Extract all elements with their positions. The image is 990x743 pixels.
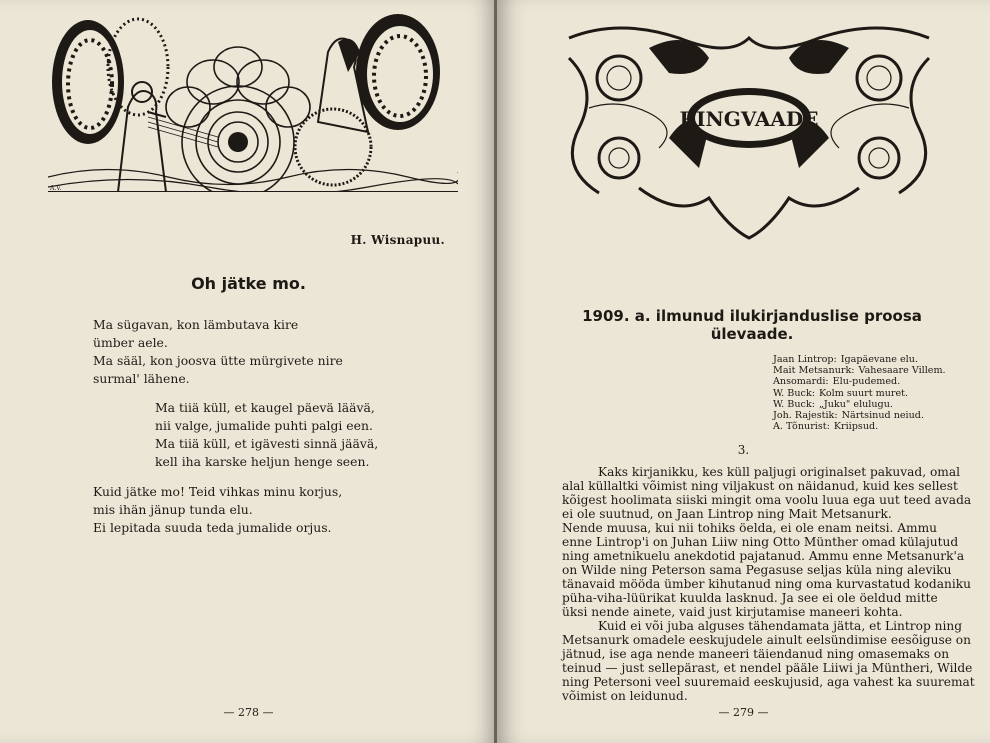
- poem-line: ümber aele.: [93, 335, 168, 350]
- bib-work: Kolm suurt muret.: [818, 387, 909, 399]
- bib-work: Kriipsud.: [833, 421, 879, 433]
- bib-work: Närtsinud neiud.: [841, 410, 924, 422]
- body-line: Nende muusa, kui nii tohiks öelda, ei ole enam neitsi. Ammu: [562, 521, 938, 535]
- poem-stanza-1: [93, 316, 343, 388]
- poem-line: kell iha karske heljun henge seen.: [155, 454, 370, 469]
- bib-author: Ansomardi:: [773, 376, 829, 388]
- bib-work: Vahesaare Villem.: [858, 365, 946, 377]
- bib-author: Jaan Lintrop:: [773, 354, 837, 365]
- poem-line: nii valge, jumalide puhti palgi een.: [155, 418, 373, 433]
- essay-title: [557, 307, 947, 343]
- right-page: [497, 0, 990, 743]
- body-line: püha-viha-lüürikat kuulda lasknud. Ja see ei ole öeldud mitte: [562, 591, 938, 605]
- poem-line: Kuid jätke mo! Teid vihkas minu korjus,: [93, 484, 343, 499]
- poem-title: Oh jätke mo.: [191, 274, 306, 293]
- banner-title: RINGVAADE: [679, 107, 819, 131]
- essay-title-line: ülevaade.: [710, 325, 794, 343]
- bib-author: Mait Metsanurk:: [773, 365, 855, 377]
- body-line: alal küllaltki võimist ning viljakust on näidanud, kuid kes sellest: [562, 479, 958, 493]
- bib-work: Igapäevane elu.: [840, 354, 918, 365]
- reviewed-works-list: [773, 354, 946, 432]
- essay-body: [562, 465, 975, 703]
- page-number-right: — 279 —: [718, 706, 769, 719]
- bib-work: Elu-pudemed.: [832, 376, 901, 388]
- bib-entry: [773, 410, 946, 421]
- bib-entry: [773, 388, 946, 399]
- poem-illustration: [48, 12, 458, 192]
- illustrator-initials: A.V.: [50, 185, 62, 192]
- poem-line: Ma tiiä küll, et kaugel päevä läävä,: [155, 400, 375, 415]
- section-number: 3.: [737, 443, 750, 457]
- bib-author: W. Buck:: [773, 398, 815, 410]
- body-line: ei ole suutnud, on Jaan Lintrop ning Mait Metsanurk.: [562, 507, 892, 521]
- poem-line: Ei lepitada suuda teda jumalide orjus.: [93, 520, 332, 535]
- poem-line: Ma tiiä küll, et igävesti sinnä jäävä,: [155, 436, 379, 451]
- poem-line: Ma sääl, kon joosva ütte mürgivete nire: [93, 353, 343, 368]
- body-line: on Wilde ning Peterson sama Pegasuse seljas küla ning aleviku: [562, 563, 952, 577]
- bib-work: „Juku" elulugu.: [818, 398, 893, 410]
- ringvaade-banner: [559, 18, 939, 248]
- bib-entry: [773, 365, 946, 376]
- body-line: kõigest hoolimata siiski mingit oma voolu luua ega uut teed avada: [562, 493, 972, 507]
- poem-line: mis ihän jänup tunda elu.: [93, 502, 253, 517]
- poem-line: surmal' lähene.: [93, 371, 190, 386]
- body-line: võimist on leidunud.: [562, 689, 688, 703]
- bib-author: A. Tõnurist:: [773, 421, 830, 433]
- body-line: enne Lintrop'i on Juhan Liiw ning Otto Münther omad külajutud: [562, 535, 959, 549]
- body-line: tänavaid mööda ümber kihutanud ning oma kurvastatud kodaniku: [562, 577, 971, 591]
- body-line: Metsanurk omadele eeskujudele ainult eelsündimise eesõiguse on: [562, 633, 971, 647]
- page-number-left: — 278 —: [223, 706, 274, 719]
- body-line: ning ametnikuelu anekdotid pajatanud. Ammu enne Metsanurk'a: [562, 549, 965, 563]
- body-line: jätnud, ise aga nende maneeri täiendanud ning omasemaks on: [562, 647, 950, 661]
- bib-entry: [773, 376, 946, 387]
- body-line: üksi nende ainete, vaid just kirjutamise maneeri kohta.: [562, 605, 903, 619]
- poem-stanza-3: [93, 483, 342, 537]
- poem-stanza-2: [155, 399, 378, 471]
- body-line: teinud — just sellepärast, et nendel pääle Liiwi ja Müntheri, Wilde: [562, 661, 973, 675]
- bib-author: Joh. Rajestik:: [773, 410, 838, 422]
- essay-title-line: 1909. a. ilmunud ilukirjanduslise proosa: [582, 307, 922, 325]
- bib-entry: [773, 399, 946, 410]
- poem-author: H. Wisnapuu.: [350, 233, 445, 247]
- body-line: Kaks kirjanikku, kes küll paljugi originalset pakuvad, omal: [598, 465, 961, 479]
- bib-entry: [773, 421, 946, 432]
- body-line: ning Petersoni veel suuremaid eeskujusid, aga vahest ka suuremat: [562, 675, 975, 689]
- poem-line: Ma sügavan, kon lämbutava kire: [93, 317, 299, 332]
- body-line: Kuid ei või juba alguses tähendamata jätta, et Lintrop ning: [598, 619, 963, 633]
- bib-entry: [773, 354, 946, 365]
- bib-author: W. Buck:: [773, 387, 815, 399]
